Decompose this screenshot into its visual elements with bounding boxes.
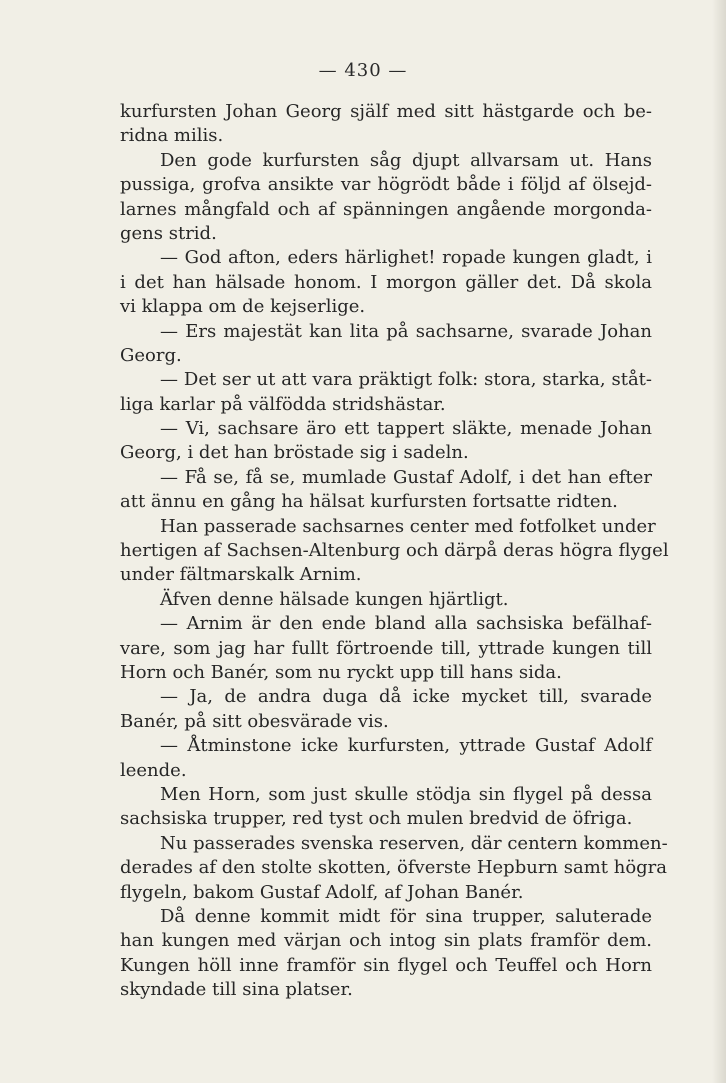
text-line: larnes mångfald och af spänningen angående morgonda- [120,198,652,220]
text-line: Georg, i det han bröstade sig i sadeln. [120,442,469,464]
text-line: — God afton, eders härlighet! ropade kungen gladt, i [160,247,652,269]
text-line: Äfven denne hälsade kungen hjärtligt. [160,588,509,610]
page-edge-shadow [712,0,726,1083]
text-line: Horn och Banér, som nu ryckt upp till hans sida. [120,661,562,683]
text-line: Då denne kommit midt för sina trupper, saluterade [160,905,652,927]
text-line: — Få se, få se, mumlade Gustaf Adolf, i det han efter [160,466,652,488]
text-line: att ännu en gång ha hälsat kurfursten fortsatte ridten. [120,491,618,513]
body-text [120,100,669,1002]
text-line: kurfursten Johan Georg själf med sitt hästgarde och be- [120,101,652,122]
text-line: vare, som jag har fullt förtroende till, yttrade kungen till [120,637,652,659]
text-line: — Åtminstone icke kurfursten, yttrade Gustaf Adolf [160,735,652,757]
text-line: flygeln, bakom Gustaf Adolf, af Johan Banér. [120,881,524,903]
text-line: ridna milis. [120,125,224,147]
text-line: Nu passerades svenska reserven, där centern kommen- [160,832,668,854]
text-line: Men Horn, som just skulle stödja sin flygel på dessa [160,783,652,805]
text-line: Georg. [120,344,182,366]
text-line: Banér, på sitt obesvärade vis. [120,710,389,732]
text-line: gens strid. [120,222,217,244]
text-line: liga karlar på välfödda stridshästar. [120,393,446,415]
text-line: Kungen höll inne framför sin flygel och Teuffel och Horn [120,954,652,976]
text-line: — Arnim är den ende bland alla sachsiska befälhaf- [160,613,652,635]
text-line: vi klappa om de kejserlige. [120,296,366,318]
text-line: — Ja, de andra duga då icke mycket till, svarade [160,686,652,708]
text-line: — Vi, sachsare äro ett tappert släkte, menade Johan [160,418,652,440]
text-line: leende. [120,759,187,781]
text-line: hertigen af Sachsen-Altenburg och därpå deras högra flygel [120,540,669,562]
text-line: — Ers majestät kan lita på sachsarne, svarade Johan [160,320,652,342]
text-line: Den gode kurfursten såg djupt allvarsam ut. Hans [160,149,652,171]
text-line: i det han hälsade honom. I morgon gäller det. Då skola [120,271,652,293]
text-line: skyndade till sina platser. [120,979,353,1001]
text-line: derades af den stolte skotten, öfverste Hepburn samt högra [120,857,668,879]
text-line: pussiga, grofva ansikte var högrödt både i följd af ölsejd- [120,174,652,196]
text-line: — Det ser ut att vara präktigt folk: stora, starka, ståt- [160,369,652,391]
page-number: — 430 — [318,60,408,81]
text-line: Han passerade sachsarnes center med fotfolket under [160,515,656,537]
text-line: under fältmarskalk Arnim. [120,564,362,586]
text-line: sachsiska trupper, red tyst och mulen bredvid de öfriga. [120,808,633,830]
text-line: han kungen med värjan och intog sin plats framför dem. [120,930,652,952]
